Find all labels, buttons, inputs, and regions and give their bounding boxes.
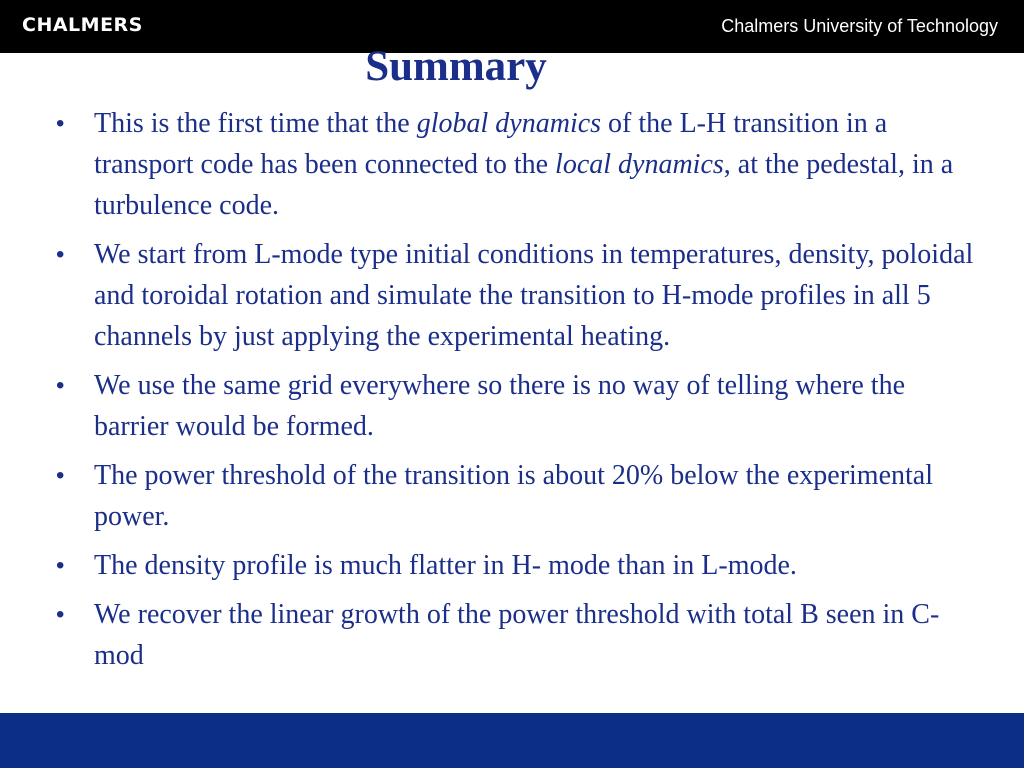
bullet-text: , at the pedestal, in a turbulence code. [94,149,954,221]
footer-bar [0,713,1024,768]
bullet-icon: • [56,462,65,489]
bullet-text: We use the same grid everywhere so there is no way of telling where the barrier would be formed. [94,370,906,442]
bullet-item [56,234,986,357]
chalmers-logo: CHALMERS [22,14,143,36]
bullet-list [56,103,986,684]
bullet-text: of the L-H transition in a transport code has been connected to the [94,108,888,180]
bullet-icon: • [56,601,65,628]
bullet-item [56,455,986,537]
bullet-item [56,545,986,586]
slide-title: Summary [365,43,547,90]
bullet-text: The density profile is much flatter in H- mode than in L-mode. [94,550,797,581]
bullet-icon: • [56,110,65,137]
bullet-item [56,365,986,447]
bullet-item [56,594,986,676]
bullet-icon: • [56,372,65,399]
bullet-text: We recover the linear growth of the power threshold with total B seen in C-mod [94,599,940,671]
bullet-text: We start from L-mode type initial conditions in temperatures, density, poloidal and toroidal rotation and simulate the transition to H-mode profiles in all 5 channels by just applying the experimental heating. [94,239,974,352]
university-name: Chalmers University of Technology [721,16,998,36]
bullet-icon: • [56,241,65,268]
bullet-icon: • [56,552,65,579]
bullet-emphasis: global dynamics [416,108,602,139]
bullet-text: This is the first time that the [94,108,417,139]
bullet-item [56,103,986,226]
bullet-emphasis: local dynamics [555,149,724,180]
bullet-text: The power threshold of the transition is about 20% below the experimental power. [94,460,934,532]
